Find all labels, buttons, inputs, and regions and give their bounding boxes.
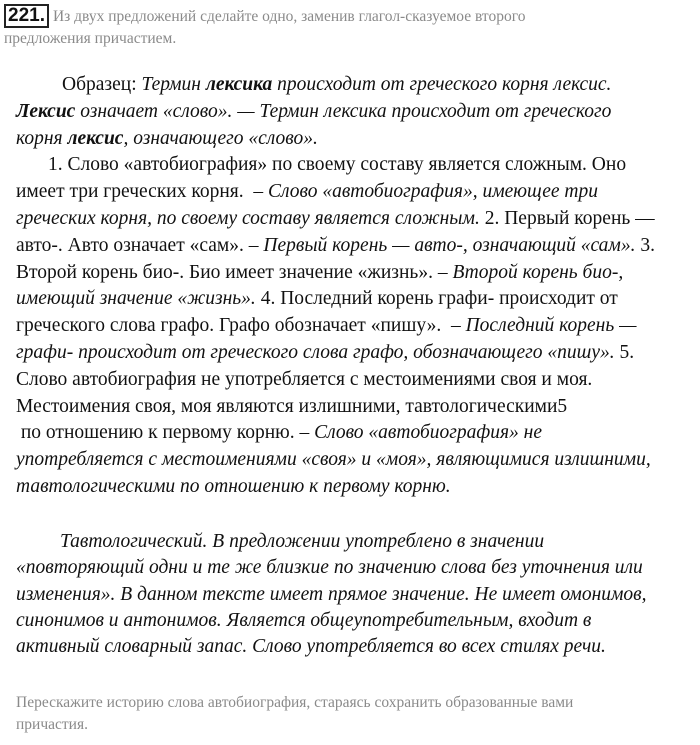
text-segment: лексис xyxy=(67,127,124,149)
text-line xyxy=(16,286,696,313)
text-segment: 1. Слово «автобиография» по своему составу является сложным. Оно xyxy=(48,154,627,176)
text-line xyxy=(16,555,696,581)
text-segment: , означающего «слово». xyxy=(123,127,318,149)
text-line xyxy=(16,99,696,126)
follow-up-line-2: причастия. xyxy=(16,716,88,733)
text-line xyxy=(16,233,696,260)
text-segment: означает «слово». — Термин лексика происходит от греческого xyxy=(75,100,612,122)
text-segment: греческих корня, по своему составу является сложным. xyxy=(16,207,480,229)
text-segment: корня xyxy=(16,127,68,149)
text-segment: изменения». В данном тексте имеет прямое значение. Не имеет омонимов, xyxy=(16,583,647,605)
text-line xyxy=(16,447,696,474)
text-segment: Второй корень био-, xyxy=(452,261,624,283)
text-segment: Слово автобиография не употребляется с местоимениями своя и моя. xyxy=(16,368,593,390)
text-line xyxy=(16,420,696,447)
text-segment: 4. Последний корень графи- происходит от xyxy=(255,288,618,310)
text-line xyxy=(16,260,696,287)
text-line xyxy=(16,340,696,367)
text-segment: тавтологическими по отношению к первому корню. xyxy=(16,475,451,497)
instruction-line-2: предложения причастием. xyxy=(4,30,177,47)
text-segment: 2. Первый корень — xyxy=(479,207,655,229)
text-segment: Последний корень — xyxy=(465,315,637,337)
text-line xyxy=(16,529,696,555)
exercise-number: 221. xyxy=(4,4,49,28)
text-line xyxy=(16,634,696,660)
text-line xyxy=(16,179,696,206)
task-instruction xyxy=(4,4,684,50)
text-segment: имеющий значение «жизнь». xyxy=(16,288,256,310)
text-line xyxy=(16,206,696,233)
text-segment: имеет три греческих корня. – xyxy=(16,181,268,203)
text-segment: Первый корень — авто-, означающий «сам». xyxy=(263,234,636,256)
text-segment: происходит от греческого корня лексис. xyxy=(272,74,612,95)
text-line xyxy=(16,394,696,421)
text-segment: лексика xyxy=(205,74,273,95)
text-segment: 3. xyxy=(635,234,656,256)
text-line xyxy=(16,72,696,99)
text-line xyxy=(16,126,696,153)
text-segment: Слово «автобиография», имеющее три xyxy=(268,181,599,203)
text-segment: синонимов и антонимов. Является общеупотребительным, входит в xyxy=(16,609,592,631)
text-segment: греческого слова графо. Графо обозначает «пишу». – xyxy=(16,315,466,337)
text-segment: Образец: xyxy=(62,74,142,95)
follow-up-task xyxy=(16,692,696,736)
text-segment: по отношению к первому корню. – xyxy=(16,422,315,444)
text-segment: 5. xyxy=(614,341,635,363)
text-segment: графи- происходит от греческого слова графо, обозначающего «пишу». xyxy=(16,341,615,363)
text-segment: активный словарный запас. Слово употребляется во всех стилях речи. xyxy=(16,636,606,658)
text-line xyxy=(16,367,696,394)
text-line xyxy=(16,582,696,608)
text-segment: Термин xyxy=(141,74,206,95)
text-line xyxy=(16,474,696,501)
text-segment: «повторяющий одни и те же близкие по значению слова без уточнения или xyxy=(16,557,643,579)
text-line xyxy=(16,152,696,179)
text-line xyxy=(16,313,696,340)
text-segment: употребляется с местоимениями «своя» и «моя», являющимися излишними, xyxy=(16,449,651,471)
text-segment: авто-. Авто означает «сам». – xyxy=(16,234,264,256)
follow-up-line-1: Перескажите историю слова автобиография, стараясь сохранить образованные вами xyxy=(16,694,574,711)
text-segment: Слово «автобиография» не xyxy=(314,422,542,444)
text-segment: Тавтологический. В предложении употреблено в значении xyxy=(60,531,545,552)
answer-text xyxy=(16,72,696,501)
text-segment: Второй корень био-. Био имеет значение «жизнь». – xyxy=(16,261,453,283)
instruction-line-1: Из двух предложений сделайте одно, заменив глагол-сказуемое второго xyxy=(52,8,526,25)
definition-text xyxy=(16,529,696,660)
text-line xyxy=(16,608,696,634)
text-segment: Местоимения своя, моя являются излишними, тавтологическими5 xyxy=(16,395,568,417)
text-segment: Лексис xyxy=(16,100,76,122)
